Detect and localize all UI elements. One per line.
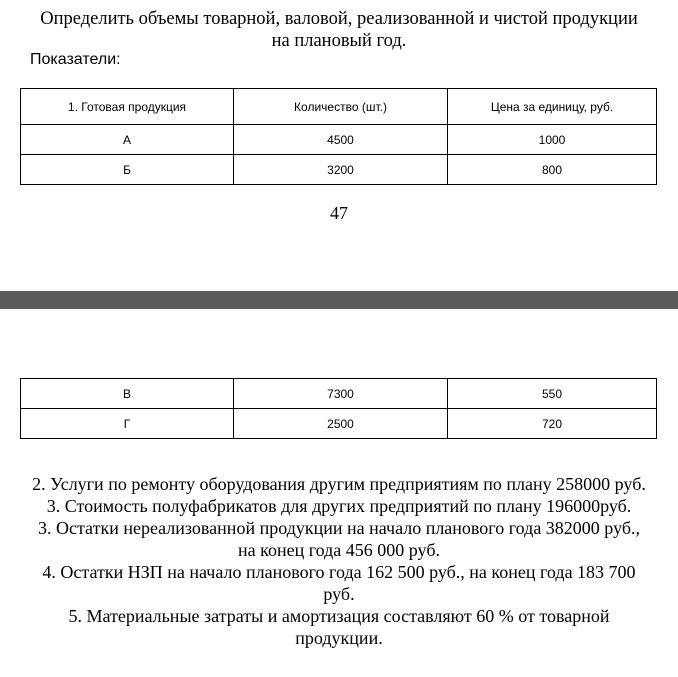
table-row xyxy=(21,379,657,409)
cell-quantity: 4500 xyxy=(234,125,448,155)
list-item: 4. Остатки НЗП на начало планового года 162 500 руб., на конец года 183 700 руб. xyxy=(42,562,636,604)
list-item: 3. Остатки нереализованной продукции на начало планового года 382000 руб., на конец года 456 000 руб. xyxy=(37,518,640,560)
products-table-page-1 xyxy=(20,88,657,185)
cell-product: Г xyxy=(21,409,234,439)
table-row xyxy=(21,125,657,155)
table-row xyxy=(21,155,657,185)
cell-quantity: 3200 xyxy=(234,155,448,185)
page-number: 47 xyxy=(330,203,348,223)
page-break-divider xyxy=(0,291,678,309)
list-item: 2. Услуги по ремонту оборудования другим предприятиям по плану 258000 руб. xyxy=(32,474,646,494)
cell-price: 1000 xyxy=(448,125,657,155)
header-quantity: Количество (шт.) xyxy=(234,89,448,125)
list-item: 3. Стоимость полуфабрикатов для других предприятий по плану 196000руб. xyxy=(46,496,632,516)
cell-price: 800 xyxy=(448,155,657,185)
table-row xyxy=(21,409,657,439)
table-header-row xyxy=(21,89,657,125)
indicators-heading: Показатели: xyxy=(30,51,121,68)
header-product: 1. Готовая продукция xyxy=(21,89,234,125)
cell-quantity: 7300 xyxy=(234,379,448,409)
cell-price: 550 xyxy=(448,379,657,409)
cell-price: 720 xyxy=(448,409,657,439)
products-table-page-2 xyxy=(20,378,657,439)
conditions-list xyxy=(28,473,650,649)
cell-product: Б xyxy=(21,155,234,185)
title-line-1: Определить объемы товарной, валовой, реализованной и чистой продукции xyxy=(40,9,638,29)
list-item: 5. Материальные затраты и амортизация составляют 60 % от товарной продукции. xyxy=(68,606,610,648)
header-unit-price: Цена за единицу, руб. xyxy=(448,89,657,125)
cell-product: В xyxy=(21,379,234,409)
cell-quantity: 2500 xyxy=(234,409,448,439)
cell-product: А xyxy=(21,125,234,155)
title-line-2: на плановый год. xyxy=(271,31,407,51)
document-title xyxy=(0,8,678,52)
